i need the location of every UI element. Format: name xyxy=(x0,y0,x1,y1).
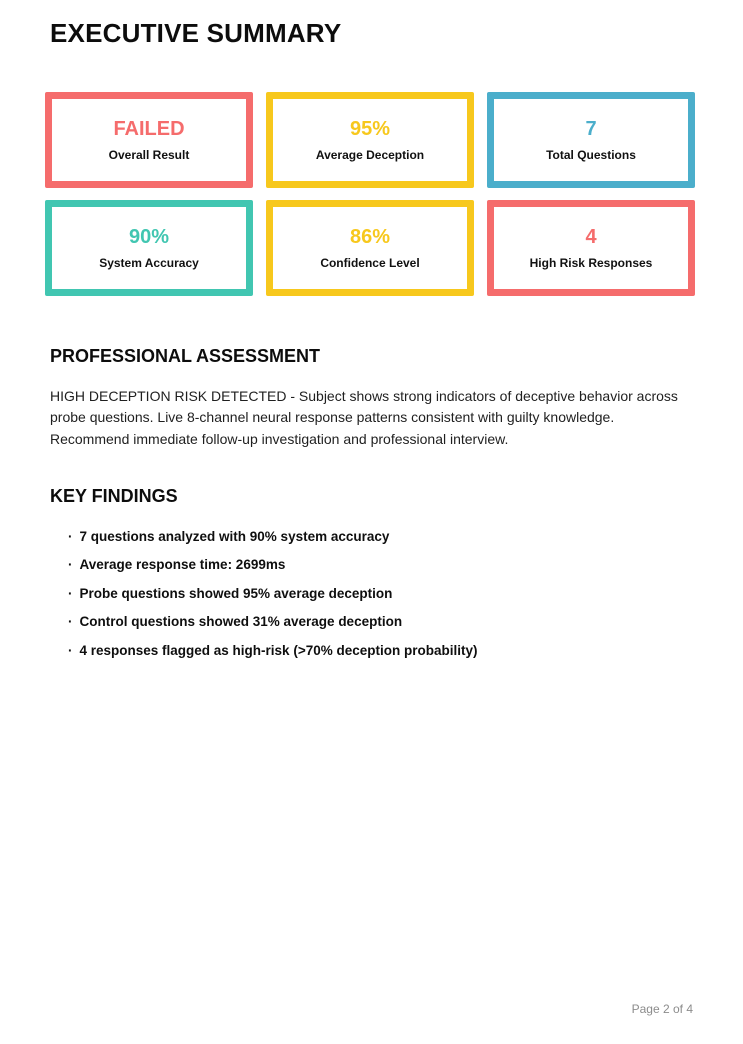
bullet-dot: · xyxy=(68,642,73,658)
key-findings-list xyxy=(0,529,743,659)
list-item xyxy=(68,614,693,630)
bullet-dot: · xyxy=(68,528,73,544)
assessment-paragraph: HIGH DECEPTION RISK DETECTED - Subject shows strong indicators of deceptive behavior across probe questions. Live 8-channel neural response patterns consistent with guilty knowledge. Recommend immediate follow-up investigation and professional interview. xyxy=(50,387,678,447)
finding-text: 7 questions analyzed with 90% system accuracy xyxy=(79,528,390,544)
page-number: Page 2 of 4 xyxy=(631,1002,693,1016)
page-title: EXECUTIVE SUMMARY xyxy=(50,18,342,48)
stat-card-label: Average Deception xyxy=(315,148,425,163)
stat-card-label: Confidence Level xyxy=(320,256,420,271)
stat-card-system-accuracy xyxy=(45,200,253,296)
stat-card-value: 90% xyxy=(128,226,170,249)
finding-text: Probe questions showed 95% average deception xyxy=(79,585,393,601)
list-item xyxy=(68,557,693,573)
bullet-dot: · xyxy=(68,585,73,601)
bullet-dot: · xyxy=(68,614,73,630)
list-item xyxy=(68,529,693,545)
stat-card-value: 86% xyxy=(349,226,391,249)
stat-card-value: 95% xyxy=(349,118,391,141)
stat-card-high-risk-responses xyxy=(487,200,695,296)
stat-card-label: Total Questions xyxy=(546,148,636,163)
stat-card-average-deception xyxy=(266,92,474,188)
section-heading-key-findings: KEY FINDINGS xyxy=(50,486,178,507)
list-item xyxy=(68,586,693,602)
finding-text: Average response time: 2699ms xyxy=(79,557,286,573)
bullet-dot: · xyxy=(68,557,73,573)
stat-cards-grid xyxy=(45,92,695,296)
finding-text: Control questions showed 31% average deception xyxy=(79,614,403,630)
list-item xyxy=(68,643,693,659)
stat-card-confidence-level xyxy=(266,200,474,296)
section-heading-professional-assessment: PROFESSIONAL ASSESSMENT xyxy=(50,346,321,367)
finding-text: 4 responses flagged as high-risk (>70% deception probability) xyxy=(79,642,478,658)
stat-card-value: 4 xyxy=(585,226,597,249)
stat-card-label: System Accuracy xyxy=(99,256,199,271)
stat-card-total-questions xyxy=(487,92,695,188)
stat-card-label: Overall Result xyxy=(108,148,190,163)
stat-card-value: FAILED xyxy=(113,118,185,141)
stat-card-overall-result xyxy=(45,92,253,188)
stat-card-value: 7 xyxy=(585,118,597,141)
stat-card-label: High Risk Responses xyxy=(529,256,653,271)
